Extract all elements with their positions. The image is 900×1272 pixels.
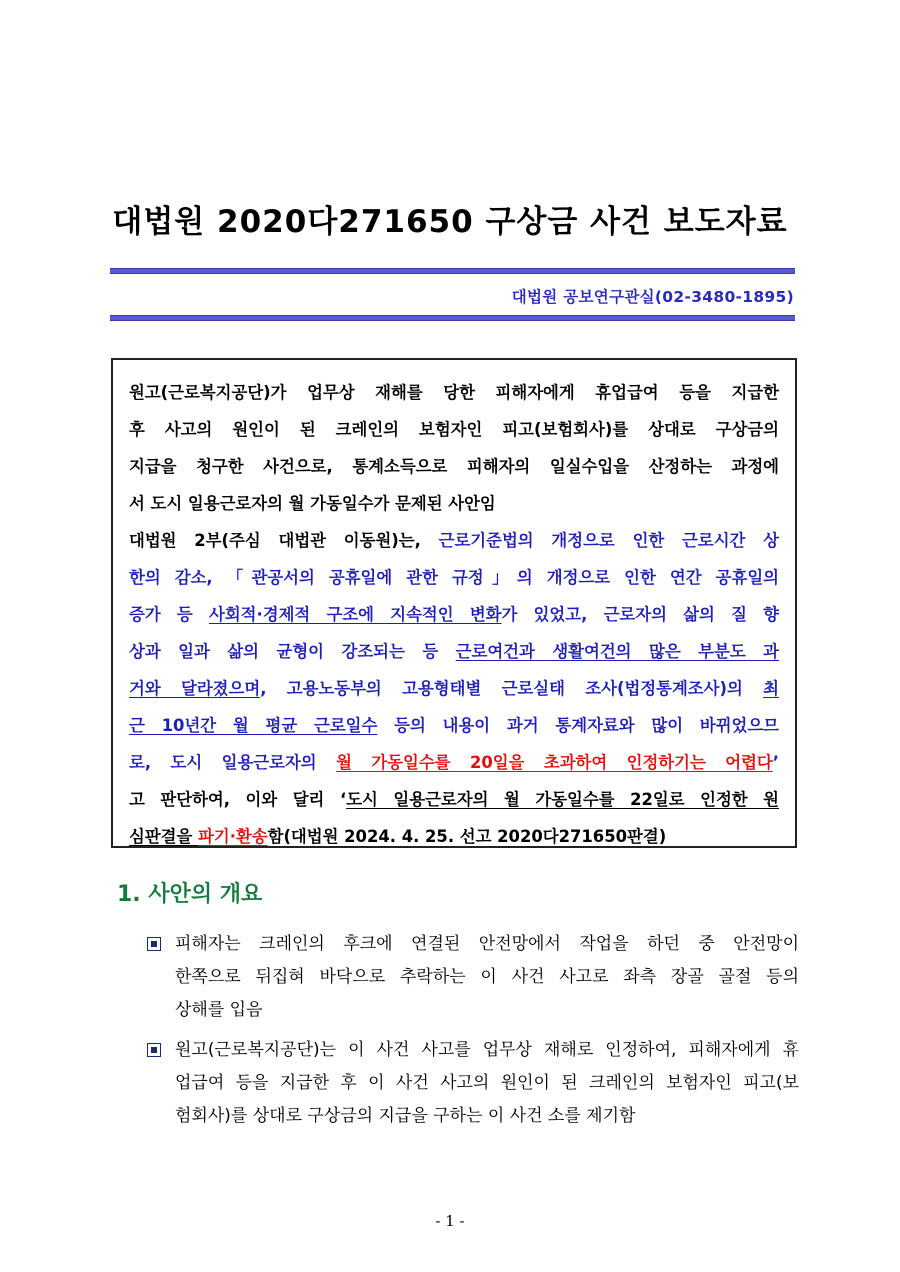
summary-line: 지급을 청구한 사건으로, 통계소득으로 피해자의 일실수입을 산정하는 과정에	[129, 457, 779, 476]
title-divider-top	[110, 268, 795, 274]
summary-line: 후 사고의 원인이 된 크레인의 보험자인 피고(보험회사)를 상대로 구상금의	[129, 420, 779, 439]
summary-line	[129, 596, 779, 633]
page-number: - 1 -	[435, 1212, 465, 1230]
summary-text: 등의 내용이 과거 통계자료와 많이 바뀌었으므	[377, 716, 780, 735]
section-heading: 1. 사안의 개요	[117, 882, 263, 907]
summary-underlined: 근 10년간 월 평균 근로일수	[129, 716, 378, 735]
summary-key-finding: 월 가동일수를 20일을 초과하여 인정하기는 어렵다	[336, 753, 773, 772]
bullet-line: 상해를 입음	[175, 1000, 263, 1020]
summary-underlined: 사회적·경제적 구조에 지속적인 변화	[209, 605, 502, 624]
summary-text: 로, 도시 일용근로자의	[129, 753, 337, 772]
summary-underlined: 근로여건과 생활여건의 많은 부분도 과	[455, 642, 779, 661]
summary-line: 한의 감소, 「관공서의 공휴일에 관한 규정」의 개정으로 인한 연간 공휴일의	[129, 568, 779, 587]
summary-underlined: 거와 달라졌으며	[129, 679, 261, 698]
summary-line	[129, 522, 779, 559]
summary-underlined: 심판결을	[129, 827, 199, 846]
list-item	[144, 928, 799, 1027]
summary-box	[111, 358, 797, 848]
bullet-text: 원고(근로복지공단)는 이 사건 사고를 업무상 재해로 인정하여, 피해자에게 휴	[175, 1040, 799, 1060]
document-title: 대법원 2020다271650 구상금 사건 보도자료	[112, 204, 788, 240]
summary-line	[129, 744, 779, 781]
summary-text: 상과 일과 삶의 균형이 강조되는 등	[129, 642, 456, 661]
summary-line: 서 도시 일용근로자의 월 가동일수가 문제된 사안임	[129, 494, 496, 513]
summary-text: ’	[772, 753, 779, 772]
summary-underlined: 최	[763, 679, 779, 698]
bullet-line: 업급여 등을 지급한 후 이 사건 사고의 원인이 된 크레인의 보험자인 피고(보	[175, 1073, 799, 1093]
summary-text: 가 있었고, 근로자의 삶의 질 향	[501, 605, 779, 624]
bullet-line	[144, 928, 799, 961]
summary-underlined: 도시 일용근로자의 월 가동일수를 22일로 인정한 원	[346, 790, 780, 809]
bullet-line: 한쪽으로 뒤집혀 바닥으로 추락하는 이 사건 사고로 좌측 장골 골절 등의	[175, 967, 799, 987]
square-bullet-icon	[147, 937, 161, 951]
bullet-line: 험회사)를 상대로 구상금의 지급을 구하는 이 사건 소를 제기함	[175, 1106, 636, 1126]
summary-line	[129, 781, 779, 818]
summary-text: 증가 등	[129, 605, 210, 624]
contact-info: 대법원 공보연구관실(02-3480-1895)	[511, 288, 794, 306]
list-item	[144, 1034, 799, 1133]
square-bullet-icon	[147, 1043, 161, 1057]
summary-ruling: 파기·환송	[198, 827, 268, 846]
summary-line	[129, 633, 779, 670]
bullet-text: 피해자는 크레인의 후크에 연결된 안전망에서 작업을 하던 중 안전망이	[175, 934, 799, 954]
title-divider-bottom	[110, 315, 795, 321]
summary-line	[129, 818, 779, 855]
bullet-line	[144, 1034, 799, 1067]
summary-text: 고 판단하여, 이와 달리 ‘	[129, 790, 347, 809]
summary-text: 함(대법원 2024. 4. 25. 선고 2020다271650판결)	[267, 827, 667, 846]
summary-text: 대법원 2부(주심 대법관 이동원)는,	[129, 531, 439, 550]
summary-line: 원고(근로복지공단)가 업무상 재해를 당한 피해자에게 휴업급여 등을 지급한	[129, 383, 779, 402]
summary-line	[129, 707, 779, 744]
summary-emphasis: 근로기준법의 개정으로 인한 근로시간 상	[438, 531, 779, 550]
summary-line	[129, 670, 779, 707]
summary-text: , 고용노동부의 고용형태별 근로실태 조사(법정통계조사)의	[260, 679, 764, 698]
